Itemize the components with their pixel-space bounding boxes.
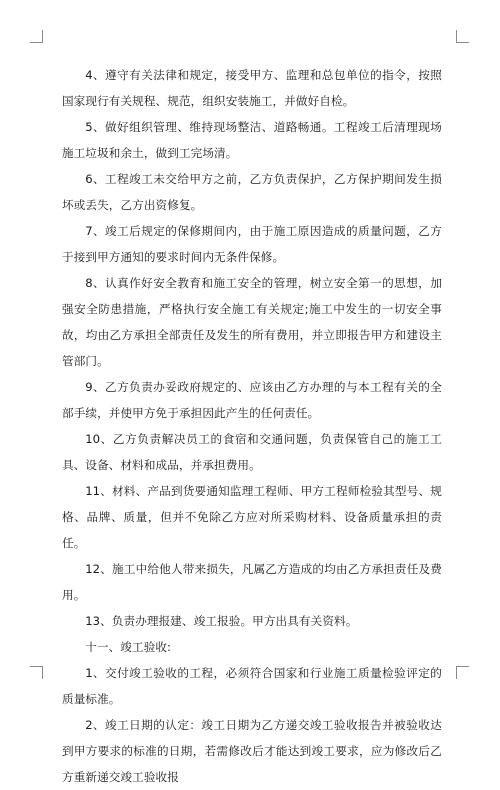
document-body: [62, 62, 442, 790]
clause-7: 7、竣工后规定的保修期间内，由于施工原因造成的质量问题，乙方于接到甲方通知的要求时间内无条件保修。: [62, 224, 442, 264]
clause-10: 10、乙方负责解决员工的食宿和交通问题，负责保管自己的施工工具、设备、材料和成品，并承担费用。: [62, 432, 442, 472]
clause-9: 9、乙方负责办妥政府规定的、应该由乙方办理的与本工程有关的全部手续，并使甲方免于承担因此产生的任何责任。: [62, 380, 442, 420]
clause-8: 8、认真作好安全教育和施工安全的管理，树立安全第一的思想，加强安全防患措施，严格执行安全施工有关规定;施工中发生的一切安全事故，均由乙方承担全部责任及发生的所有费用，并立即报告甲方和建设主管部门。: [62, 276, 442, 368]
acceptance-clause-2: 2、竣工日期的认定：竣工日期为乙方递交竣工验收报告并被验收达到甲方要求的标准的日期，若需修改后才能达到竣工要求，应为修改后乙方重新递交竣工验收报: [62, 718, 442, 784]
section-heading-acceptance: 十一、竣工验收:: [85, 640, 172, 654]
acceptance-clause-1: 1、交付竣工验收的工程，必须符合国家和行业施工质量检验评定的质量标准。: [62, 666, 442, 706]
crop-mark-bottom-right: [456, 666, 469, 679]
clause-13: 13、负责办理报建、竣工报验。甲方出具有关资料。: [85, 614, 358, 628]
clause-5: 5、做好组织管理、维持现场整洁、道路畅通。工程竣工后清理现场施工垃圾和余土，做到工完场清。: [62, 120, 442, 160]
clause-6: 6、工程竣工未交给甲方之前，乙方负责保护，乙方保护期间发生损坏或丢失，乙方出资修复。: [62, 172, 442, 212]
clause-4: 4、遵守有关法律和规定，接受甲方、监理和总包单位的指令，按照国家现行有关规程、规范，组织安装施工，并做好自检。: [62, 68, 442, 108]
clause-11: 11、材料、产品到货要通知监理工程师、甲方工程师检验其型号、规格、品牌、质量，但并不免除乙方应对所采购材料、设备质量承担的责任。: [62, 484, 442, 550]
crop-mark-top-right: [456, 30, 469, 43]
clause-12: 12、施工中给他人带来损失，凡属乙方造成的均由乙方承担责任及费用。: [62, 562, 442, 602]
crop-mark-top-left: [30, 30, 43, 43]
crop-mark-bottom-left: [30, 666, 43, 679]
